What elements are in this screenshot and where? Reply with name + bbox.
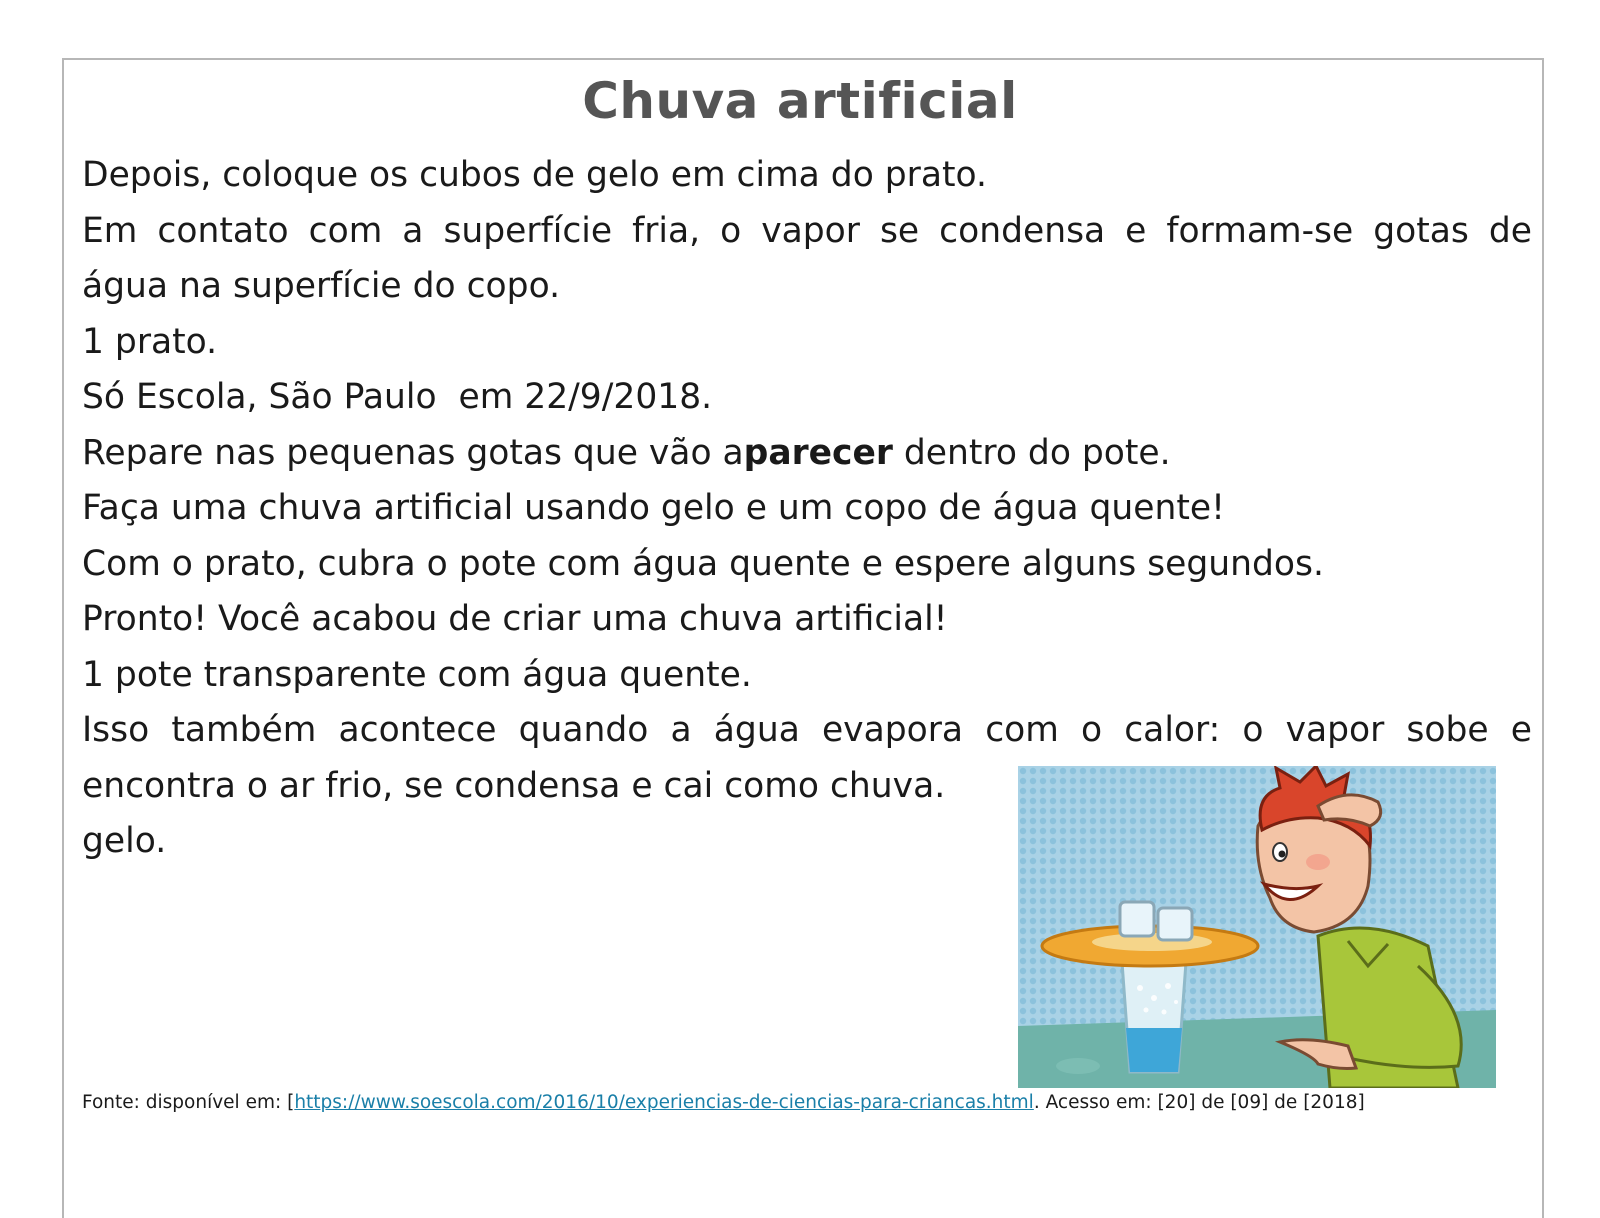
text-line: Em contato com a superfície fria, o vapor se condensa e formam-se gotas de (82, 210, 1532, 251)
text-line: gelo. (82, 821, 167, 861)
text-line-repare (82, 426, 1532, 482)
text-line: Faça uma chuva artificial usando gelo e um copo de água quente! (82, 488, 1225, 528)
source-citation (82, 1092, 1365, 1113)
repare-text-bold: parecer (743, 432, 893, 473)
text-line: Com o prato, cubra o pote com água quente e espere alguns segundos. (82, 543, 1324, 584)
source-link[interactable]: https://www.soescola.com/2016/10/experiencias-de-ciencias-para-criancas.html (294, 1092, 1034, 1113)
repare-text-after: dentro do pote. (892, 432, 1171, 473)
text-line: Pronto! Você acabou de criar uma chuva artificial! (82, 599, 948, 639)
text-line: Só Escola, São Paulo em 22/9/2018. (82, 377, 713, 417)
source-prefix: Fonte: disponível em: [ (82, 1092, 295, 1113)
experiment-illustration (1018, 766, 1496, 1088)
text-line: encontra o ar frio, se condensa e cai como chuva. (82, 765, 946, 806)
source-suffix: . Acesso em: [20] de [09] de [2018] (1033, 1092, 1365, 1113)
text-line: 1 prato. (82, 321, 218, 362)
text-line: Isso também acontece quando a água evapora com o calor: o vapor sobe e (82, 710, 1532, 750)
repare-text-before: Repare nas pequenas gotas que vão a (82, 432, 744, 473)
text-line: Depois, coloque os cubos de gelo em cima do prato. (82, 155, 987, 195)
text-line: água na superfície do copo. (82, 266, 561, 306)
text-line: 1 pote transparente com água quente. (82, 654, 752, 695)
document-body (82, 148, 1532, 870)
page-title: Chuva artificial (582, 72, 1018, 130)
